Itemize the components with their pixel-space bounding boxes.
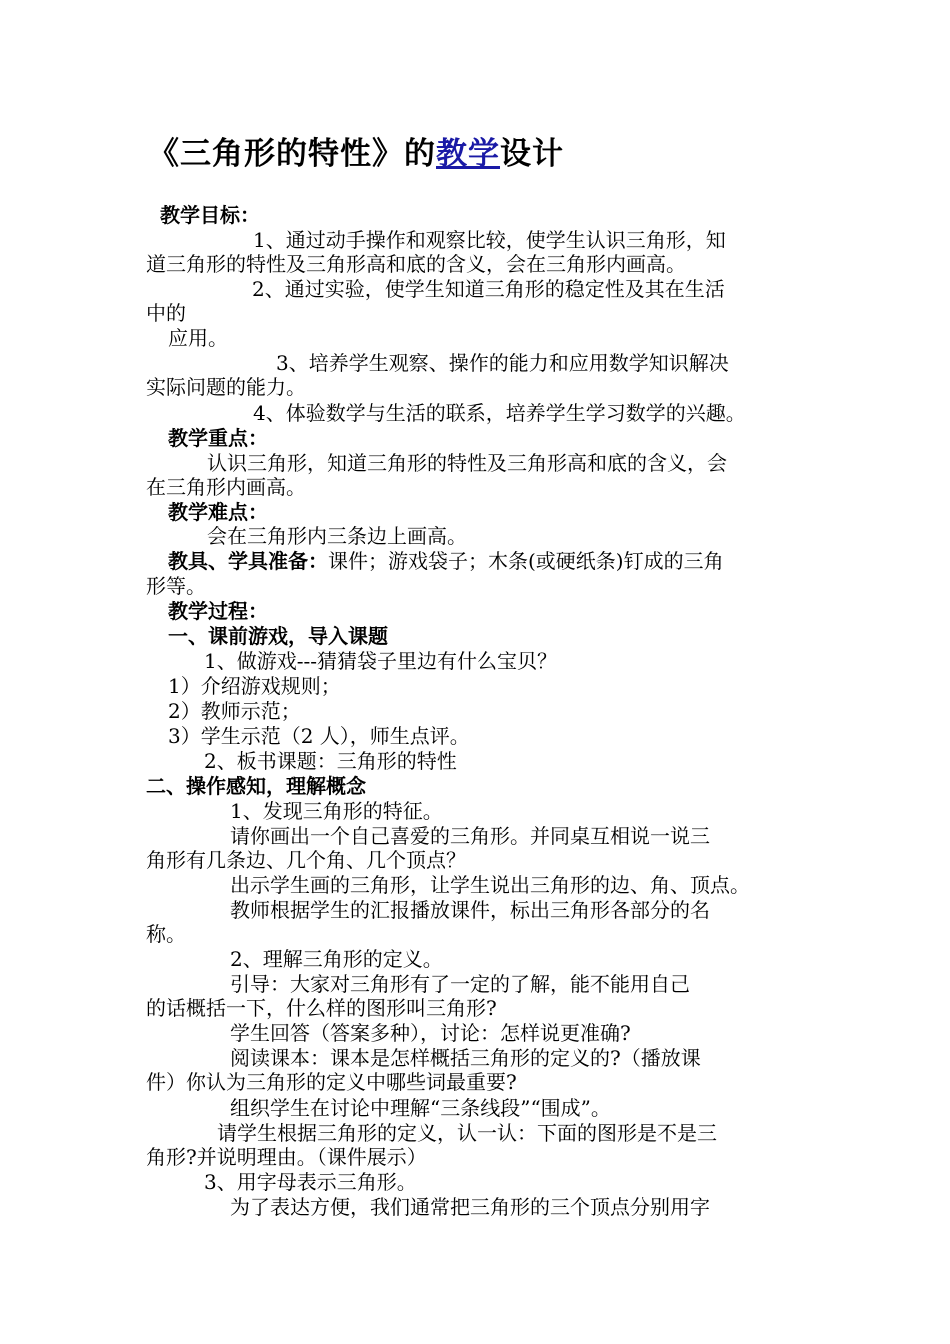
heading-key-points: 教学重点： — [168, 426, 268, 450]
title-link[interactable]: 教学 — [436, 136, 500, 172]
body-line: 2、板书课题：三角形的特性 — [204, 749, 457, 773]
body-line: 4、体验数学与生活的联系，培养学生学习数学的兴趣。 — [253, 401, 746, 425]
body-line: 阅读课本：课本是怎样概括三角形的定义的?（播放课 — [230, 1046, 701, 1070]
body-line: 角形有几条边、几个角、几个顶点？ — [146, 848, 466, 872]
body-line: 2、通过实验，使学生知道三角形的稳定性及其在生活 — [252, 277, 725, 301]
list-item: 3）学生示范（2 人），师生点评。 — [168, 724, 470, 748]
body-line: 1、发现三角形的特征。 — [230, 799, 443, 823]
body-line: 认识三角形，知道三角形的特性及三角形高和底的含义，会 — [207, 451, 727, 475]
body-line: 的话概括一下，什么样的图形叫三角形? — [146, 996, 497, 1020]
body-line: 称。 — [146, 922, 186, 946]
section-heading-1: 一、课前游戏，导入课题 — [168, 624, 388, 648]
heading-materials: 教具、学具准备： — [168, 549, 328, 573]
heading-process: 教学过程： — [168, 599, 268, 623]
body-line: 2、理解三角形的定义。 — [230, 947, 443, 971]
body-line: 角形?并说明理由。（课件展示） — [146, 1145, 427, 1169]
body-line: 实际问题的能力。 — [146, 375, 306, 399]
materials-line — [168, 549, 724, 574]
body-line: 引导：大家对三角形有了一定的了解，能不能用自己 — [230, 972, 690, 996]
body-line: 道三角形的特性及三角形高和底的含义，会在三角形内画高。 — [146, 252, 686, 276]
title-text-part1: 《三角形的特性》的 — [148, 136, 436, 172]
body-line: 教师根据学生的汇报播放课件，标出三角形各部分的名 — [230, 898, 710, 922]
list-item: 2）教师示范； — [168, 699, 301, 723]
list-item: 1）介绍游戏规则； — [168, 674, 341, 698]
body-line: 学生回答（答案多种），讨论：怎样说更准确? — [230, 1021, 631, 1045]
heading-objectives: 教学目标： — [160, 203, 260, 227]
body-line: 请学生根据三角形的定义，认一认：下面的图形是不是三 — [217, 1121, 717, 1145]
body-line: 应用。 — [168, 326, 228, 350]
body-line: 形等。 — [146, 574, 206, 598]
body-line: 3、培养学生观察、操作的能力和应用数学知识解决 — [276, 351, 729, 375]
section-heading-2: 二、操作感知，理解概念 — [146, 774, 366, 798]
materials-text: 课件；游戏袋子；木条(或硬纸条)钉成的三角 — [328, 549, 724, 573]
body-line: 出示学生画的三角形，让学生说出三角形的边、角、顶点。 — [230, 873, 750, 897]
body-line: 3、用字母表示三角形。 — [204, 1170, 417, 1194]
body-line: 在三角形内画高。 — [146, 475, 306, 499]
document-title — [148, 128, 564, 173]
body-line: 组织学生在讨论中理解“三条线段”“围成”。 — [230, 1096, 611, 1120]
heading-difficulties: 教学难点： — [168, 500, 268, 524]
body-line: 为了表达方便，我们通常把三角形的三个顶点分别用字 — [230, 1195, 710, 1219]
body-line: 中的 — [146, 301, 186, 325]
body-line: 1、做游戏---猜猜袋子里边有什么宝贝？ — [204, 649, 557, 673]
title-text-part2: 设计 — [500, 136, 564, 172]
body-line: 请你画出一个自己喜爱的三角形。并同桌互相说一说三 — [230, 824, 710, 848]
body-line: 件）你认为三角形的定义中哪些词最重要? — [146, 1070, 517, 1094]
body-line: 会在三角形内三条边上画高。 — [207, 524, 467, 548]
body-line: 1、通过动手操作和观察比较，使学生认识三角形，知 — [253, 228, 726, 252]
